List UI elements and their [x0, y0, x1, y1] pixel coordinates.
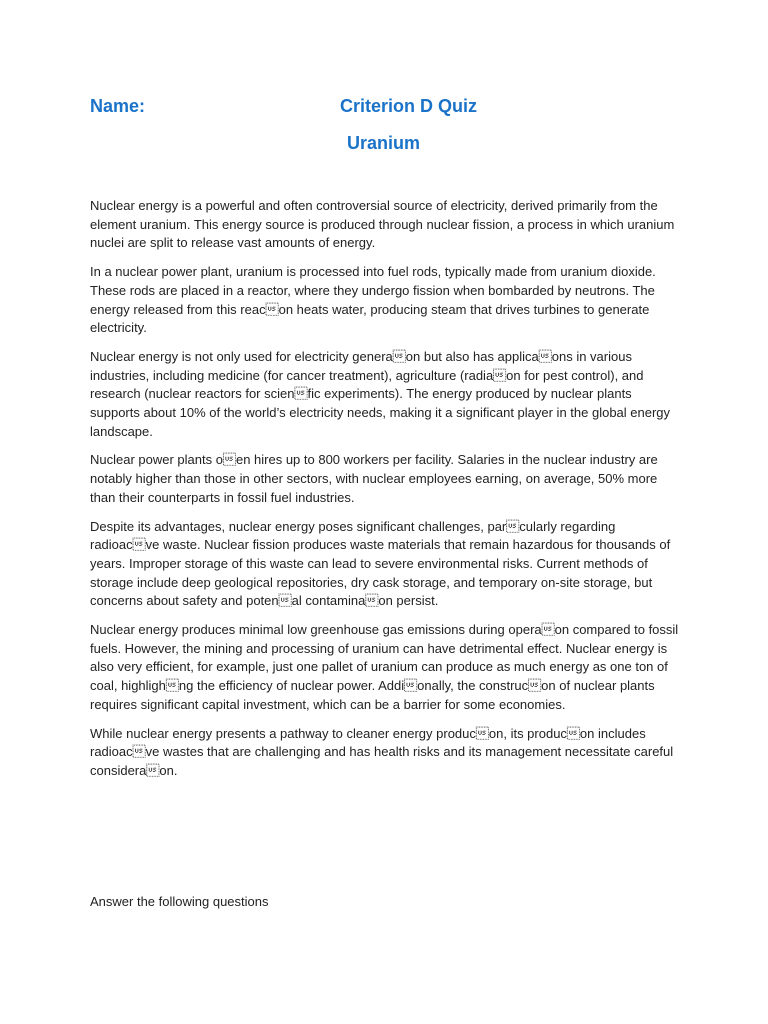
quiz-title: Criterion D Quiz	[340, 96, 478, 116]
passage	[90, 197, 680, 791]
passage-paragraph: Despite its advantages, nuclear energy poses significant challenges, par cularly regarding radioac ve waste. Nuclear fission produces waste materials that remain hazardous for thousands of years. Improper storage of this waste can lead to severe environmental risks. Current methods of storage include deep geological repositories, dry cask storage, and temporary on-site storage, but concerns about safety and poten al contamina on persist.	[90, 518, 671, 609]
passage-paragraph: In a nuclear power plant, uranium is processed into fuel rods, typically made from uranium dioxide. These rods are placed in a reactor, where they undergo fission when bombarded by neutrons. The energy released from this reac on heats water, producing steam that drives turbines to generate electricity.	[90, 264, 656, 336]
quiz-header	[90, 95, 680, 165]
answer-prompt: Answer the following questions	[90, 894, 269, 909]
name-label: Name:	[90, 96, 146, 116]
quiz-subtitle: Uranium	[347, 133, 421, 153]
passage-paragraph: Nuclear energy is not only used for electricity genera on but also has applica ons in various industries, including medicine (for cancer treatment), agriculture (radia on for pest control), and research (nuclear reactors for scien fic experiments). The energy produced by nuclear plants supports about 10% of the world’s electricity needs, making it a significant player in the global energy landscape.	[90, 348, 671, 439]
passage-paragraph: While nuclear energy presents a pathway to cleaner energy produc on, its produc on includes radioac ve wastes that are challenging and has health risks and its management necessitate careful considera on.	[90, 725, 674, 778]
passage-paragraph: Nuclear energy is a powerful and often controversial source of electricity, derived primarily from the element uranium. This energy source is produced through nuclear fission, a process in which uranium nuclei are split to release vast amounts of energy.	[90, 198, 675, 251]
passage-paragraph: Nuclear power plants o en hires up to 800 workers per facility. Salaries in the nuclear industry are notably higher than those in other sectors, with nuclear employees earning, on average, 50% more than their counterparts in fossil fuel industries.	[90, 452, 658, 505]
passage-paragraph: Nuclear energy produces minimal low greenhouse gas emissions during opera on compared to fossil fuels. However, the mining and processing of uranium can have detrimental effect. Nuclear energy is also very efficient, for example, just one pallet of uranium can produce as much energy as one ton of coal, highligh ng the efficiency of nuclear power. Addi onally, the construc on of nuclear plants requires significant capital investment, which can be a barrier for some economies.	[90, 622, 679, 712]
